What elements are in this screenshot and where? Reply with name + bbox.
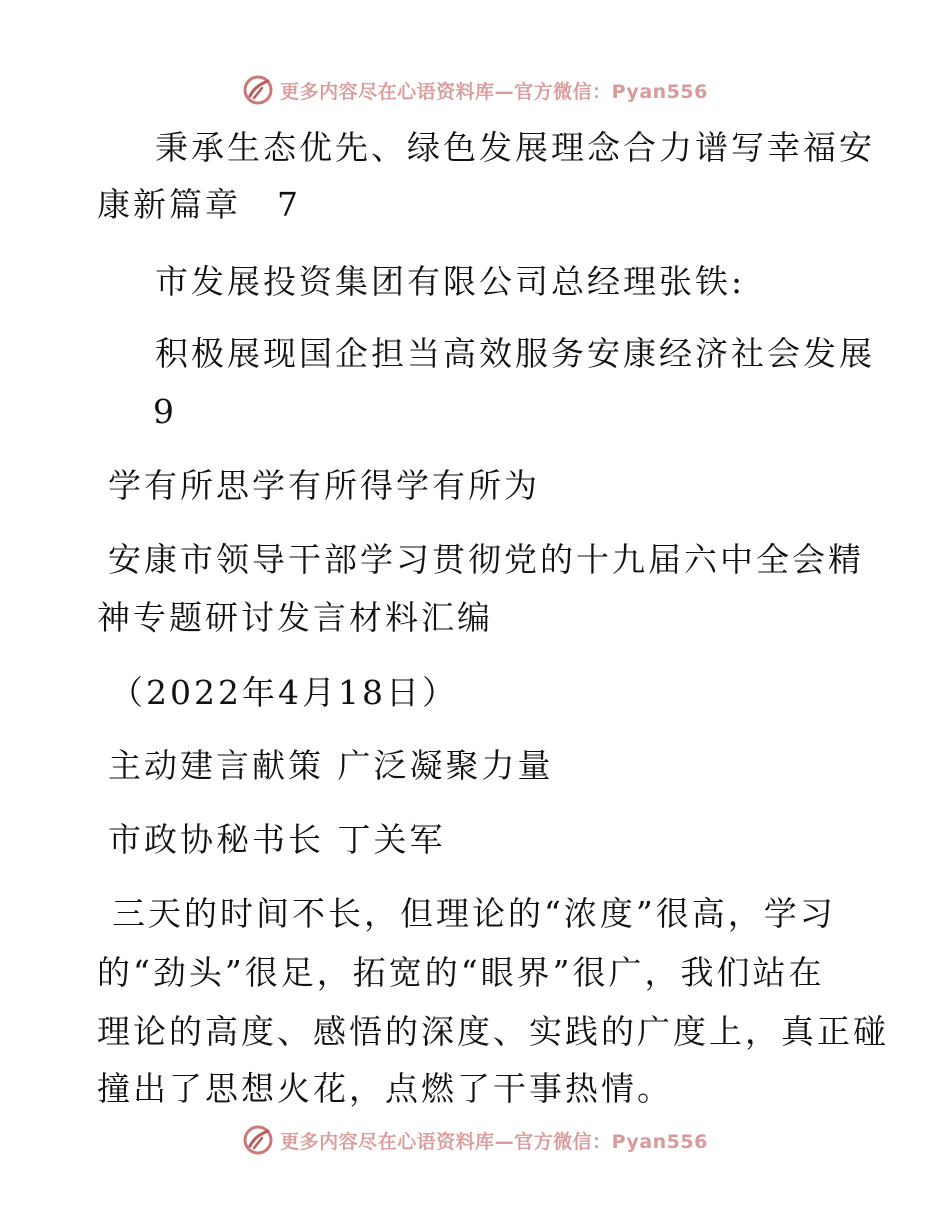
text-line: 康新篇章 7 <box>97 185 301 224</box>
text-line: 9 <box>153 392 177 431</box>
text-line: 积极展现国企担当高效服务安康经济社会发展 <box>155 334 875 373</box>
watermark-text: 更多内容尽在心语资料库—官方微信：Pyan556 <box>280 80 708 103</box>
date-line: （2022年4月18日） <box>110 673 458 712</box>
text-line: 三天的时间不长，但理论的“浓度”很高，学习 <box>112 894 836 933</box>
text-line: 神专题研讨发言材料汇编 <box>97 598 493 637</box>
footer-watermark <box>0 1120 950 1160</box>
brush-seal-logo-icon <box>242 1124 274 1156</box>
text-line: 学有所思学有所得学有所为 <box>108 466 540 505</box>
text-line: 理论的高度、感悟的深度、实践的广度上，真正碰 <box>97 1012 889 1051</box>
watermark-text: 更多内容尽在心语资料库—官方微信：Pyan556 <box>280 1130 708 1153</box>
text-line: 安康市领导干部学习贯彻党的十九届六中全会精 <box>108 540 864 579</box>
article-title: 主动建言献策 广泛凝聚力量 <box>108 746 554 785</box>
author-line: 市政协秘书长 丁关军 <box>108 820 446 859</box>
brush-seal-logo-icon <box>242 74 274 106</box>
text-line: 市发展投资集团有限公司总经理张铁: <box>155 262 746 301</box>
text-line: 撞出了思想火花，点燃了干事热情。 <box>97 1069 673 1108</box>
text-line: 秉承生态优先、绿色发展理念合力谱写幸福安 <box>155 128 875 167</box>
header-watermark <box>0 70 950 110</box>
text-line: 的“劲头”很足，拓宽的“眼界”很广，我们站在 <box>97 953 825 992</box>
